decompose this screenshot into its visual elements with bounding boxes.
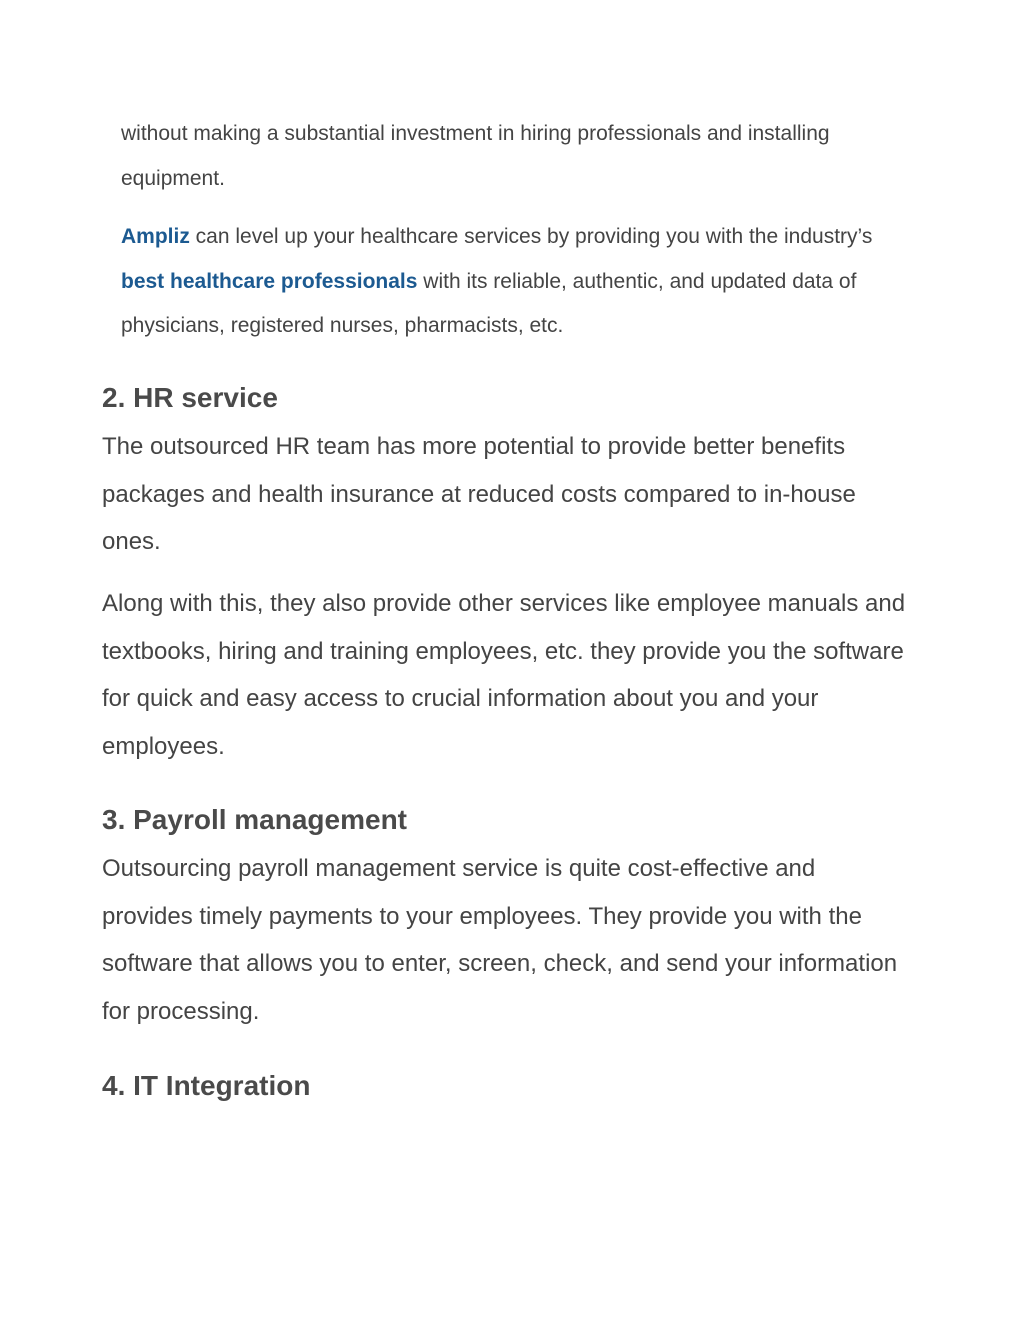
intro-paragraph: without making a substantial investment in hiring professionals and installing equipment.: [121, 122, 830, 190]
ampliz-paragraph-text-1: can level up your healthcare services by providing you with the industry’s: [189, 225, 873, 248]
payroll-management-paragraph: Outsourcing payroll management service is quite cost-effective and provides timely payments to your employees. They provide you with the software that allows you to enter, screen, check, and send your information for processing.: [102, 855, 898, 1025]
hr-service-paragraph-2: Along with this, they also provide other services like employee manuals and textbooks, hiring and training employees, etc. they provide you the software for quick and easy access to crucial information about you and your employees.: [102, 590, 906, 760]
hr-service-paragraph-1: The outsourced HR team has more potential to provide better benefits packages and health insurance at reduced costs compared to in-house ones.: [102, 433, 856, 556]
section-heading-hr-service: 2. HR service: [102, 382, 278, 413]
best-healthcare-professionals-link[interactable]: best healthcare professionals: [121, 269, 418, 293]
section-heading-payroll-management: 3. Payroll management: [102, 804, 408, 835]
ampliz-paragraph: [121, 215, 901, 349]
ampliz-paragraph-text-2: with its reliable, authentic, and updated data of physicians, registered nurses, pharmacists, etc.: [121, 269, 857, 337]
ampliz-link[interactable]: Ampliz: [121, 225, 190, 248]
section-heading-it-integration: 4. IT Integration: [102, 1070, 311, 1101]
